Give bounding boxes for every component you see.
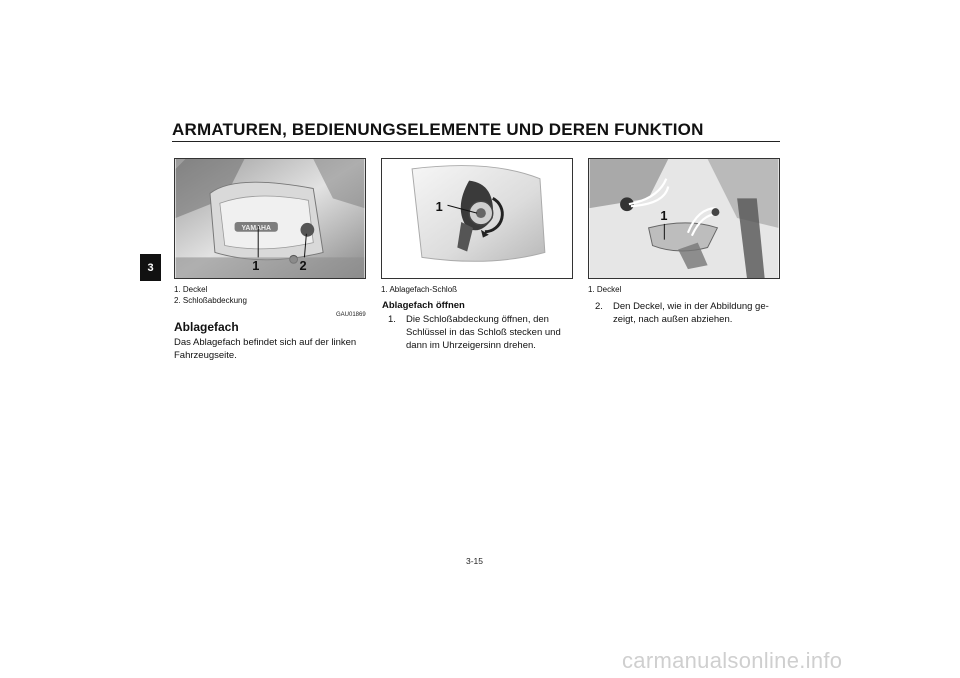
svg-text:YAMAHA: YAMAHA xyxy=(241,224,272,232)
callout-1: 1 xyxy=(252,258,260,274)
storage-cover-illustration xyxy=(175,159,365,278)
step-number: 2. xyxy=(595,301,603,312)
figure-storage-cover-photo xyxy=(174,158,366,279)
figure-3-caption xyxy=(588,285,621,296)
watermark: carmanualsonline.info xyxy=(622,648,843,673)
figure-lock-photo xyxy=(381,158,573,279)
body-line: Das Ablagefach befindet sich auf der linken xyxy=(174,337,357,348)
callout-1: 1 xyxy=(660,207,668,223)
callout-2: 2 xyxy=(299,258,307,274)
step-line: zeigt, nach außen abziehen. xyxy=(613,314,733,325)
caption-item: 1. Deckel xyxy=(588,285,622,294)
instruction-step-1 xyxy=(388,313,578,353)
instruction-step-2 xyxy=(595,300,785,328)
reference-code: GAU01869 xyxy=(336,312,366,318)
caption-item: 2. Schloßabdeckung xyxy=(174,295,247,305)
step-number: 1. xyxy=(388,314,396,325)
header-rule xyxy=(172,141,780,142)
page-number: 3-15 xyxy=(466,556,484,566)
caption-item: 1. Deckel xyxy=(174,285,208,294)
figure-2-caption xyxy=(381,285,457,296)
step-line: Den Deckel, wie in der Abbildung ge- xyxy=(613,301,769,312)
chapter-tab: 3 xyxy=(140,254,161,281)
figure-cover-removal-photo xyxy=(588,158,780,279)
subsection-title: Ablagefach öffnen xyxy=(382,300,465,311)
body-line: Fahrzeugseite. xyxy=(174,350,237,361)
caption-item: 1. Ablagefach-Schloß xyxy=(381,285,458,294)
cover-removal-illustration xyxy=(589,159,779,278)
step-line: Die Schloßabdeckung öffnen, den xyxy=(406,314,549,325)
page-header-title: ARMATUREN, BEDIENUNGSELEMENTE UND DEREN FUNKTION xyxy=(172,120,704,139)
storage-lock-illustration xyxy=(382,159,572,278)
figure-1-caption xyxy=(174,285,247,306)
step-line: Schlüssel in das Schloß stecken und xyxy=(406,327,561,338)
step-line: dann im Uhrzeigersinn drehen. xyxy=(406,340,536,351)
section-title: Ablagefach xyxy=(174,320,239,334)
callout-1: 1 xyxy=(435,199,443,215)
